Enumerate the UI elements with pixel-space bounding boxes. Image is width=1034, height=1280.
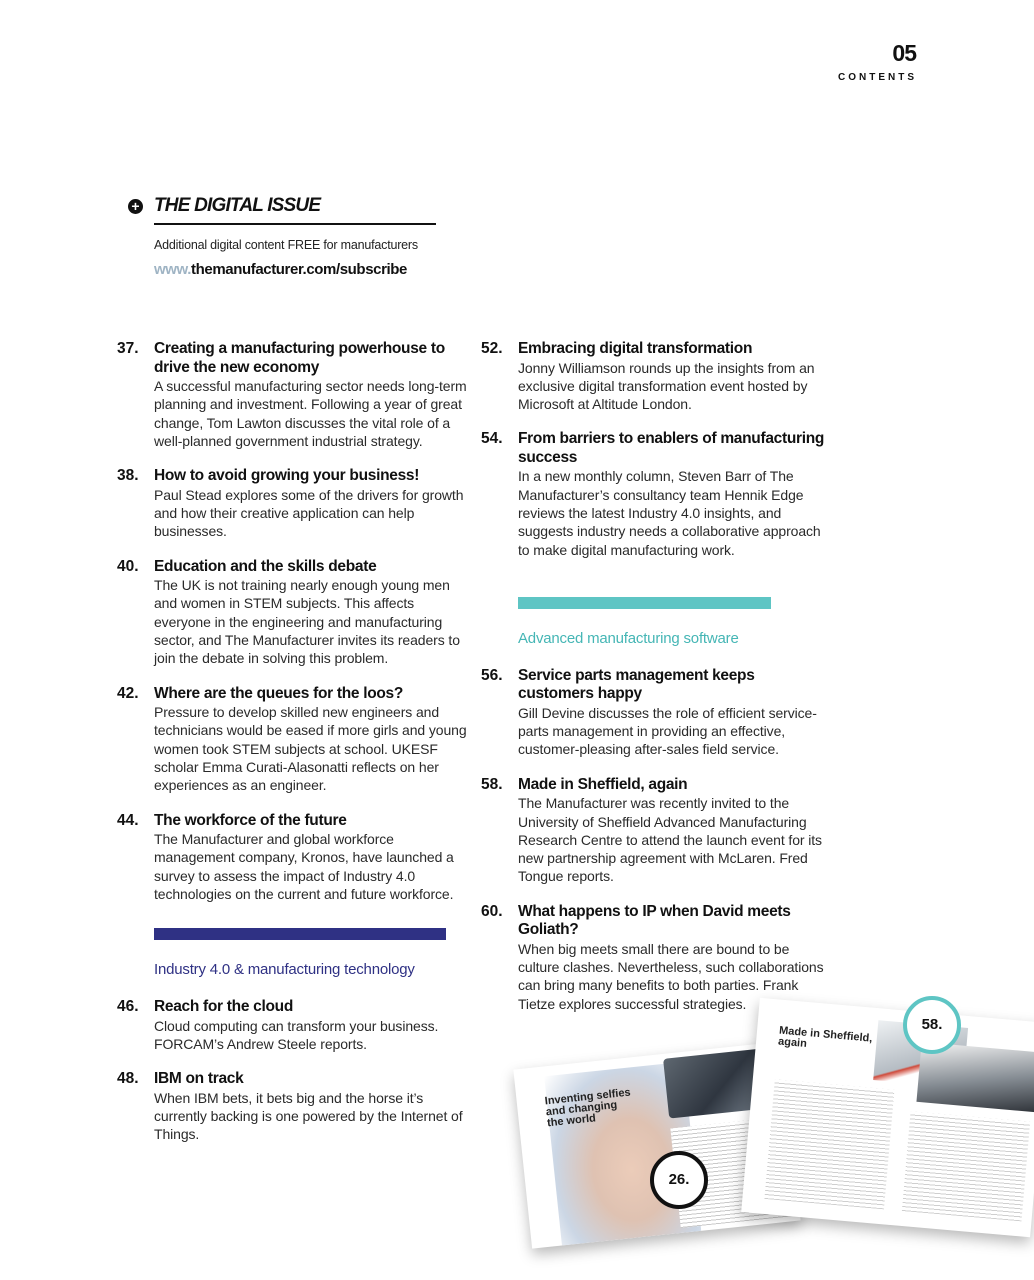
entry-title: Made in Sheffield, again [518, 775, 688, 793]
subscribe-link[interactable] [154, 261, 407, 278]
contents-entry[interactable] [481, 340, 831, 413]
entry-title: Education and the skills debate [154, 557, 377, 575]
entry-page-number: 52. [481, 340, 503, 357]
entry-description: Jonny Williamson rounds up the insights from an exclusive digital transformation event hosted by Microsoft at Altitude London. [518, 359, 815, 413]
entry-description: When big meets small there are bound to be culture clashes. Nevertheless, such collaborations can bring many benefits to both parties. Frank Tietze explores successful strategies. [518, 940, 824, 1012]
magazine-spread-illustration [510, 995, 1034, 1280]
entry-description: The UK is not training nearly enough young men and women in STEM subjects. This affects everyone in the engineering and manufacturing sector, and The Manufacturer invites its readers to join the debate in solving this problem. [154, 577, 460, 667]
article-text-block [764, 1079, 894, 1209]
entry-page-number: 60. [481, 902, 503, 920]
entry-page-number: 56. [481, 666, 503, 684]
entry-description: Cloud computing can transform your business. FORCAM’s Andrew Steele reports. [154, 1017, 439, 1053]
entry-page-number: 38. [117, 467, 139, 485]
contents-entry[interactable] [117, 1070, 467, 1143]
page-badge-26[interactable]: 26. [650, 1151, 708, 1209]
article-headline: Inventing selfies and changing the world [544, 1086, 632, 1130]
entry-page-number: 42. [117, 684, 139, 702]
magazine-page-right[interactable] [741, 998, 1034, 1237]
page-badge-58[interactable]: 58. [903, 996, 961, 1054]
section-bar [154, 928, 446, 940]
entry-title: Service parts management keeps customers happy [518, 666, 755, 703]
entry-description: When IBM bets, it bets big and the horse it’s currently backing is one powered by the Internet of Things. [154, 1089, 463, 1143]
digital-issue-title: THE DIGITAL ISSUE [154, 195, 321, 216]
contents-entry[interactable] [117, 998, 467, 1053]
article-text-block [902, 1111, 1030, 1221]
section-label-contents: CONTENTS [838, 72, 917, 83]
section-heading-software: Advanced manufacturing software [518, 629, 739, 647]
entry-description: Pressure to develop skilled new engineers and technicians would be eased if more girls and young women took STEM subjects at school. UKESF scholar Emma Curati-Alasonatti reflects on her experiences as an engineer. [154, 704, 467, 794]
contents-entry[interactable] [117, 812, 467, 904]
entry-description: A successful manufacturing sector needs long-term planning and investment. Following a year of great change, Tom Lawton discusses the vital role of a well-planned government industrial strategy. [154, 378, 467, 449]
entry-title: IBM on track [154, 1070, 244, 1088]
entry-page-number: 48. [117, 1070, 139, 1088]
contents-entry[interactable] [117, 467, 467, 540]
contents-entry[interactable] [117, 340, 467, 450]
entry-title: Embracing digital transformation [518, 340, 753, 357]
article-headline: Made in Sheffield, again [777, 1024, 873, 1051]
entry-page-number: 44. [117, 811, 139, 829]
entry-description: Paul Stead explores some of the drivers for growth and how their creative application can help businesses. [154, 486, 464, 540]
contents-entry[interactable] [481, 667, 831, 759]
entry-page-number: 58. [481, 775, 503, 793]
contents-entry[interactable] [117, 558, 467, 668]
section-heading-industry: Industry 4.0 & manufacturing technology [154, 961, 415, 979]
entry-page-number: 54. [481, 430, 503, 448]
contents-entry[interactable] [481, 430, 831, 558]
section-bar [518, 597, 771, 609]
entry-title: What happens to IP when David meets Goliath? [518, 902, 791, 939]
contents-column-right [481, 340, 831, 1030]
entry-page-number: 40. [117, 557, 139, 575]
url-prefix: www. [154, 261, 192, 278]
plus-circle-icon: + [128, 199, 143, 214]
entry-title: From barriers to enablers of manufacturing success [518, 430, 825, 466]
entry-title: Creating a manufacturing powerhouse to drive the new economy [154, 340, 445, 376]
divider [154, 223, 436, 225]
contents-entry[interactable] [117, 685, 467, 795]
entry-title: Reach for the cloud [154, 998, 293, 1016]
contents-column-left [117, 340, 467, 1161]
url-main: themanufacturer.com/subscribe [191, 261, 407, 278]
digital-issue-subtitle: Additional digital content FREE for manufacturers [154, 238, 418, 252]
entry-page-number: 46. [117, 998, 139, 1016]
entry-page-number: 37. [117, 340, 139, 357]
entry-description: In a new monthly column, Steven Barr of The Manufacturer’s consultancy team Hennik Edge reviews the latest Industry 4.0 insights, and suggests industry needs a collaborative approach to make digital manufacturing work. [518, 468, 821, 558]
entry-title: The workforce of the future [154, 811, 347, 829]
entry-description: The Manufacturer was recently invited to the University of Sheffield Advanced Manufacturing Research Centre to attend the launch event for its new partnership agreement with McLaren. Fred Tongue reports. [518, 795, 822, 885]
entry-title: Where are the queues for the loos? [154, 684, 404, 702]
contents-entry[interactable] [481, 776, 831, 886]
page-number: 05 [892, 40, 916, 66]
entry-description: Gill Devine discusses the role of efficient service-parts management in providing an effective, customer-pleasing after-sales field service. [518, 704, 817, 758]
entry-description: The Manufacturer and global workforce management company, Kronos, have launched a survey to assess the impact of Industry 4.0 technologies on the current and future workforce. [154, 831, 454, 902]
entry-title: How to avoid growing your business! [154, 467, 420, 485]
